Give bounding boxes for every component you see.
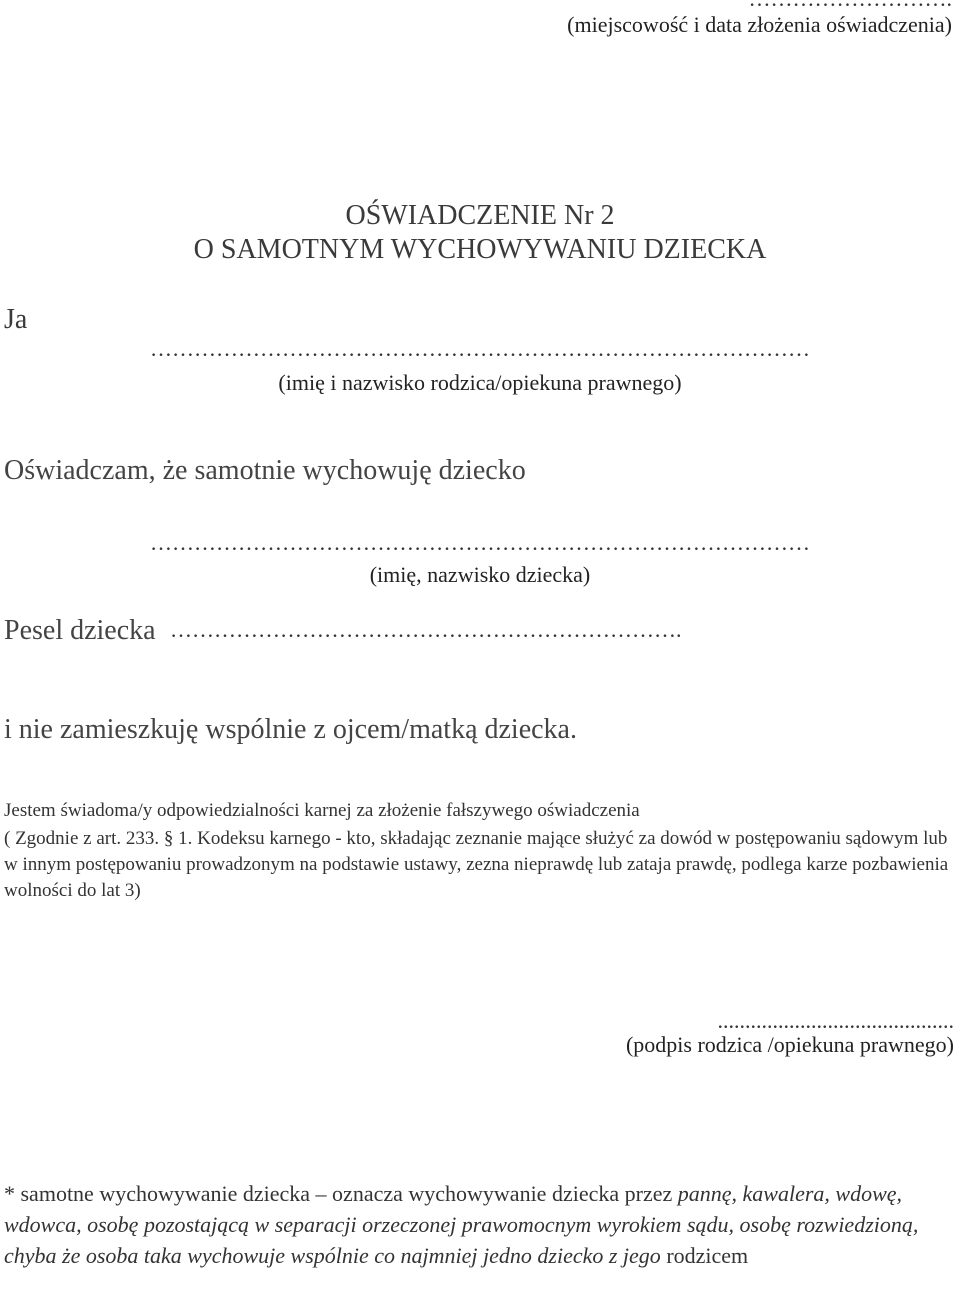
date-caption: (miejscowość i data złożenia oświadczenia) <box>567 12 952 37</box>
footnote-normal-text: * samotne wychowywanie dziecka – oznacza wychowywanie dziecka przez <box>4 1181 678 1206</box>
child-name-field[interactable]: ……………………………………………………………………………… <box>150 530 810 555</box>
document-title: OŚWIADCZENIE Nr 2 <box>345 200 615 231</box>
document-subtitle: O SAMOTNYM WYCHOWYWANIU DZIECKA <box>193 234 767 265</box>
child-name-caption: (imię, nazwisko dziecka) <box>369 562 591 587</box>
parent-name-field[interactable]: ……………………………………………………………………………… <box>150 336 810 361</box>
pesel-field[interactable]: ……………………………………………………………. <box>170 617 682 642</box>
footnote <box>4 1178 956 1271</box>
footnote-tail-text: rodzicem <box>660 1243 749 1268</box>
pesel-label: Pesel dziecka <box>4 615 156 646</box>
penal-code-citation: ( Zgodnie z art. 233. § 1. Kodeksu karnego - kto, składając zeznanie mające służyć za dowód w postępowaniu sądowym lub w innym postępowaniu prowadzonym na podstawie ustawy, zezna nieprawdę lub zataja prawdę, podlega karze pozbawienia wolności do lat 3) <box>4 828 949 901</box>
ja-label: Ja <box>4 304 28 335</box>
declaration-text: Oświadczam, że samotnie wychowuję dziecko <box>4 455 526 486</box>
not-living-together-text: i nie zamieszkuję wspólnie z ojcem/matką dziecka. <box>4 714 577 745</box>
signature-caption: (podpis rodzica /opiekuna prawnego) <box>625 1032 954 1057</box>
parent-name-caption: (imię i nazwisko rodzica/opiekuna prawnego) <box>278 370 682 395</box>
date-dotted-line <box>749 0 953 12</box>
signature-field[interactable]: ........................................... <box>717 1008 954 1033</box>
liability-awareness-text: Jestem świadoma/y odpowiedzialności karnej za złożenie fałszywego oświadczenia <box>4 800 640 821</box>
footnote-italic-text: pannę, kawalera, wdowę, wdowca, osobę pozostającą w separacji orzeczonej prawomocnym wyrokiem sądu, osobę rozwiedzioną, chyba że osoba taka wychowuje wspólnie co najmniej jedno dziecko z jego <box>4 1181 919 1268</box>
